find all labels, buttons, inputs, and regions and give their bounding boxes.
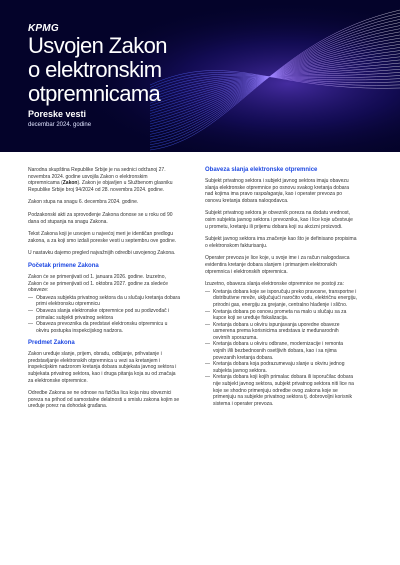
text: , kao i operater prevoza po osnovu kretanja dobara naloqodavca. [205,191,343,204]
paragraph: Subjekt privatnog sektora je obveznik poreza na dodatu vrednost, osim subjekta javnog sektora i prevoznika, kao i lice koje učestvuje u prometu, kretanju ili prijemu dobara koji su akcizni proizvodi. [205,210,353,230]
section-heading-obligation: Obaveza slanja elektronske otpremnice [205,167,318,173]
paragraph: U nastavku dajemo pregled najvažnijih odredbi usvojenog Zakona. [28,250,176,257]
paragraph: Operater prevoza je lice koje, u svoje ime i za račun nalogodavca evidentira kretanje dobara slanjem i primanjem elektronskih otpremnica i elektronskih otpremnica. [205,255,350,275]
title-line: otpremnicama [28,81,161,106]
exceptions-list [205,289,357,408]
list-item: — Kretanja dobara koje se isporučuju preko pravosne, transportne i distributivne mreže, uključujući naročito vodu, električnu energiju, prirodni gas, energiju za grejanje, centralno hlađenje i slično. [205,288,357,308]
list-item: — Obaveza prevoznika da predstavi elektronsku otpremnicu u okviru postupka inspekcijskog nadzora. [28,321,168,334]
start-list [28,295,180,335]
list-item: — Kretanja dobara koji kojih primalac dobara ili isporučilac dobara nije subjekt javnog sektora, subjekt privatnog sektora niti lice na koje se shodno primenjuju odredbe ovog zakona koje se primenjuju na subjekte privatnog sektora tj. dobrovoljni korisnik sistema i operater prevoza. [205,374,354,407]
subtitle: Poreske vesti [28,109,87,119]
text: Subjekt privatnog sektora i subjekt javnog sektora imaju obavezu slanja elektronske otpremnice po osnovu svakog kretanja dobara nad kojima ima pravo [205,178,349,198]
hero-banner [0,0,400,152]
list-item: — Obaveza slanja elektronske otpremnice pod su podizvođač i primalac subjekti privatnog sektora [28,307,170,321]
section-heading-start: Početak primene Zakona [28,262,99,269]
italic-term: raspolaganja [253,191,283,198]
intro-bold-term: Zakon [62,180,78,187]
list-item: — Kretanja dobara po osnovu prometa na malo u slučaju sa za kupce koji se uređuje fiskalizacija. [205,308,347,322]
title-line: o elektronskim [28,57,162,82]
intro-paragraph [28,167,180,193]
paragraph: Podzakonski akti za sprovođenje Zakona donose se u roku od 90 dana od stupanja na snagu Zakona. [28,211,173,225]
paragraph: Subjekt javnog sektora ima značenje kao što je definisano propisima o elektronskom fakturisanju. [205,236,357,249]
paragraph: Zakon stupa na snagu 6. decembra 2024. godine. [28,199,139,206]
paragraph: Tekst Zakona koji je usvojen u najvećoj meri je identičan predlogu zakona, a za koji smo izdali poreske vesti u septembru ove godine. [28,231,177,244]
list-item: — Kretanja dobara u okviru ispunjavanja uporedne obaveze usmerena prema korisnicima sredstava iz međunarodnih ovvirnih sporazuma. [205,321,340,341]
left-column [28,167,180,416]
list-item: — Kretanja dobara koja podrazumevaju slanje u okviru jednog subjekta javnog sektora. [205,361,345,374]
paragraph: Zakon uređuje slanje, prijem, obradu, odbijanje, prihvatanje i predstavljanje elektronskih otpremnica u vezi sa kretanjem i inspekcijskim nadzorom kretanja dobara subjekata javnog sektora i subjekata privatnog sektora, kao i druga pitanja koja su od značaja za elektronske otpremnice. [28,351,177,384]
paragraph: Izuzetno, obaveza slanja elektronske otpremnice ne postoji za: [205,281,344,288]
list-item: — Kretanja dobara u okviru odbrane, modernizacije i remonta vojnih i/ili bezbednosnih osetljivih dobara, kao i sa njima povezanih kretanja dobara. [205,341,344,361]
paragraph: Zakon će se primenjivati od 1. januara 2026. godine. Izuzetno, Zakon će se primenjivati od 1. oktobra 2027. godine za sledeće obaveze: [28,273,169,294]
right-column [205,167,357,413]
kpmg-logo: KPMG [28,23,59,34]
page-title [28,34,238,106]
paragraph [205,178,357,204]
title-line: Usvojen Zakon [28,33,167,58]
intro-text: Narodna skupština Republike Srbije je na sednici održanoj 27. novembra 2024. godine usvojila Zakon o elektronskim otpremnicama ( [28,167,166,187]
paragraph: Odredbe Zakona se ne odnose na fizička lica koja nisu obveznici poreza na prihod od samostalne delatnosti u smislu zakona kojim se uređuje porez na dohodak građana. [28,390,180,410]
intro-text-end: ). Zakon je objavljen u Službenom glasniku Republike Srbije broj 94/2024 od 28. novembra 2024. godine. [28,180,173,193]
section-heading-subject: Predmet Zakona [28,340,75,347]
publication-date: decembar 2024. godine [28,122,92,128]
list-item: — Obaveza subjekta privatnog sektora da u slučaju kretanja dobara primi elektronsku otpremnicu [28,294,180,308]
